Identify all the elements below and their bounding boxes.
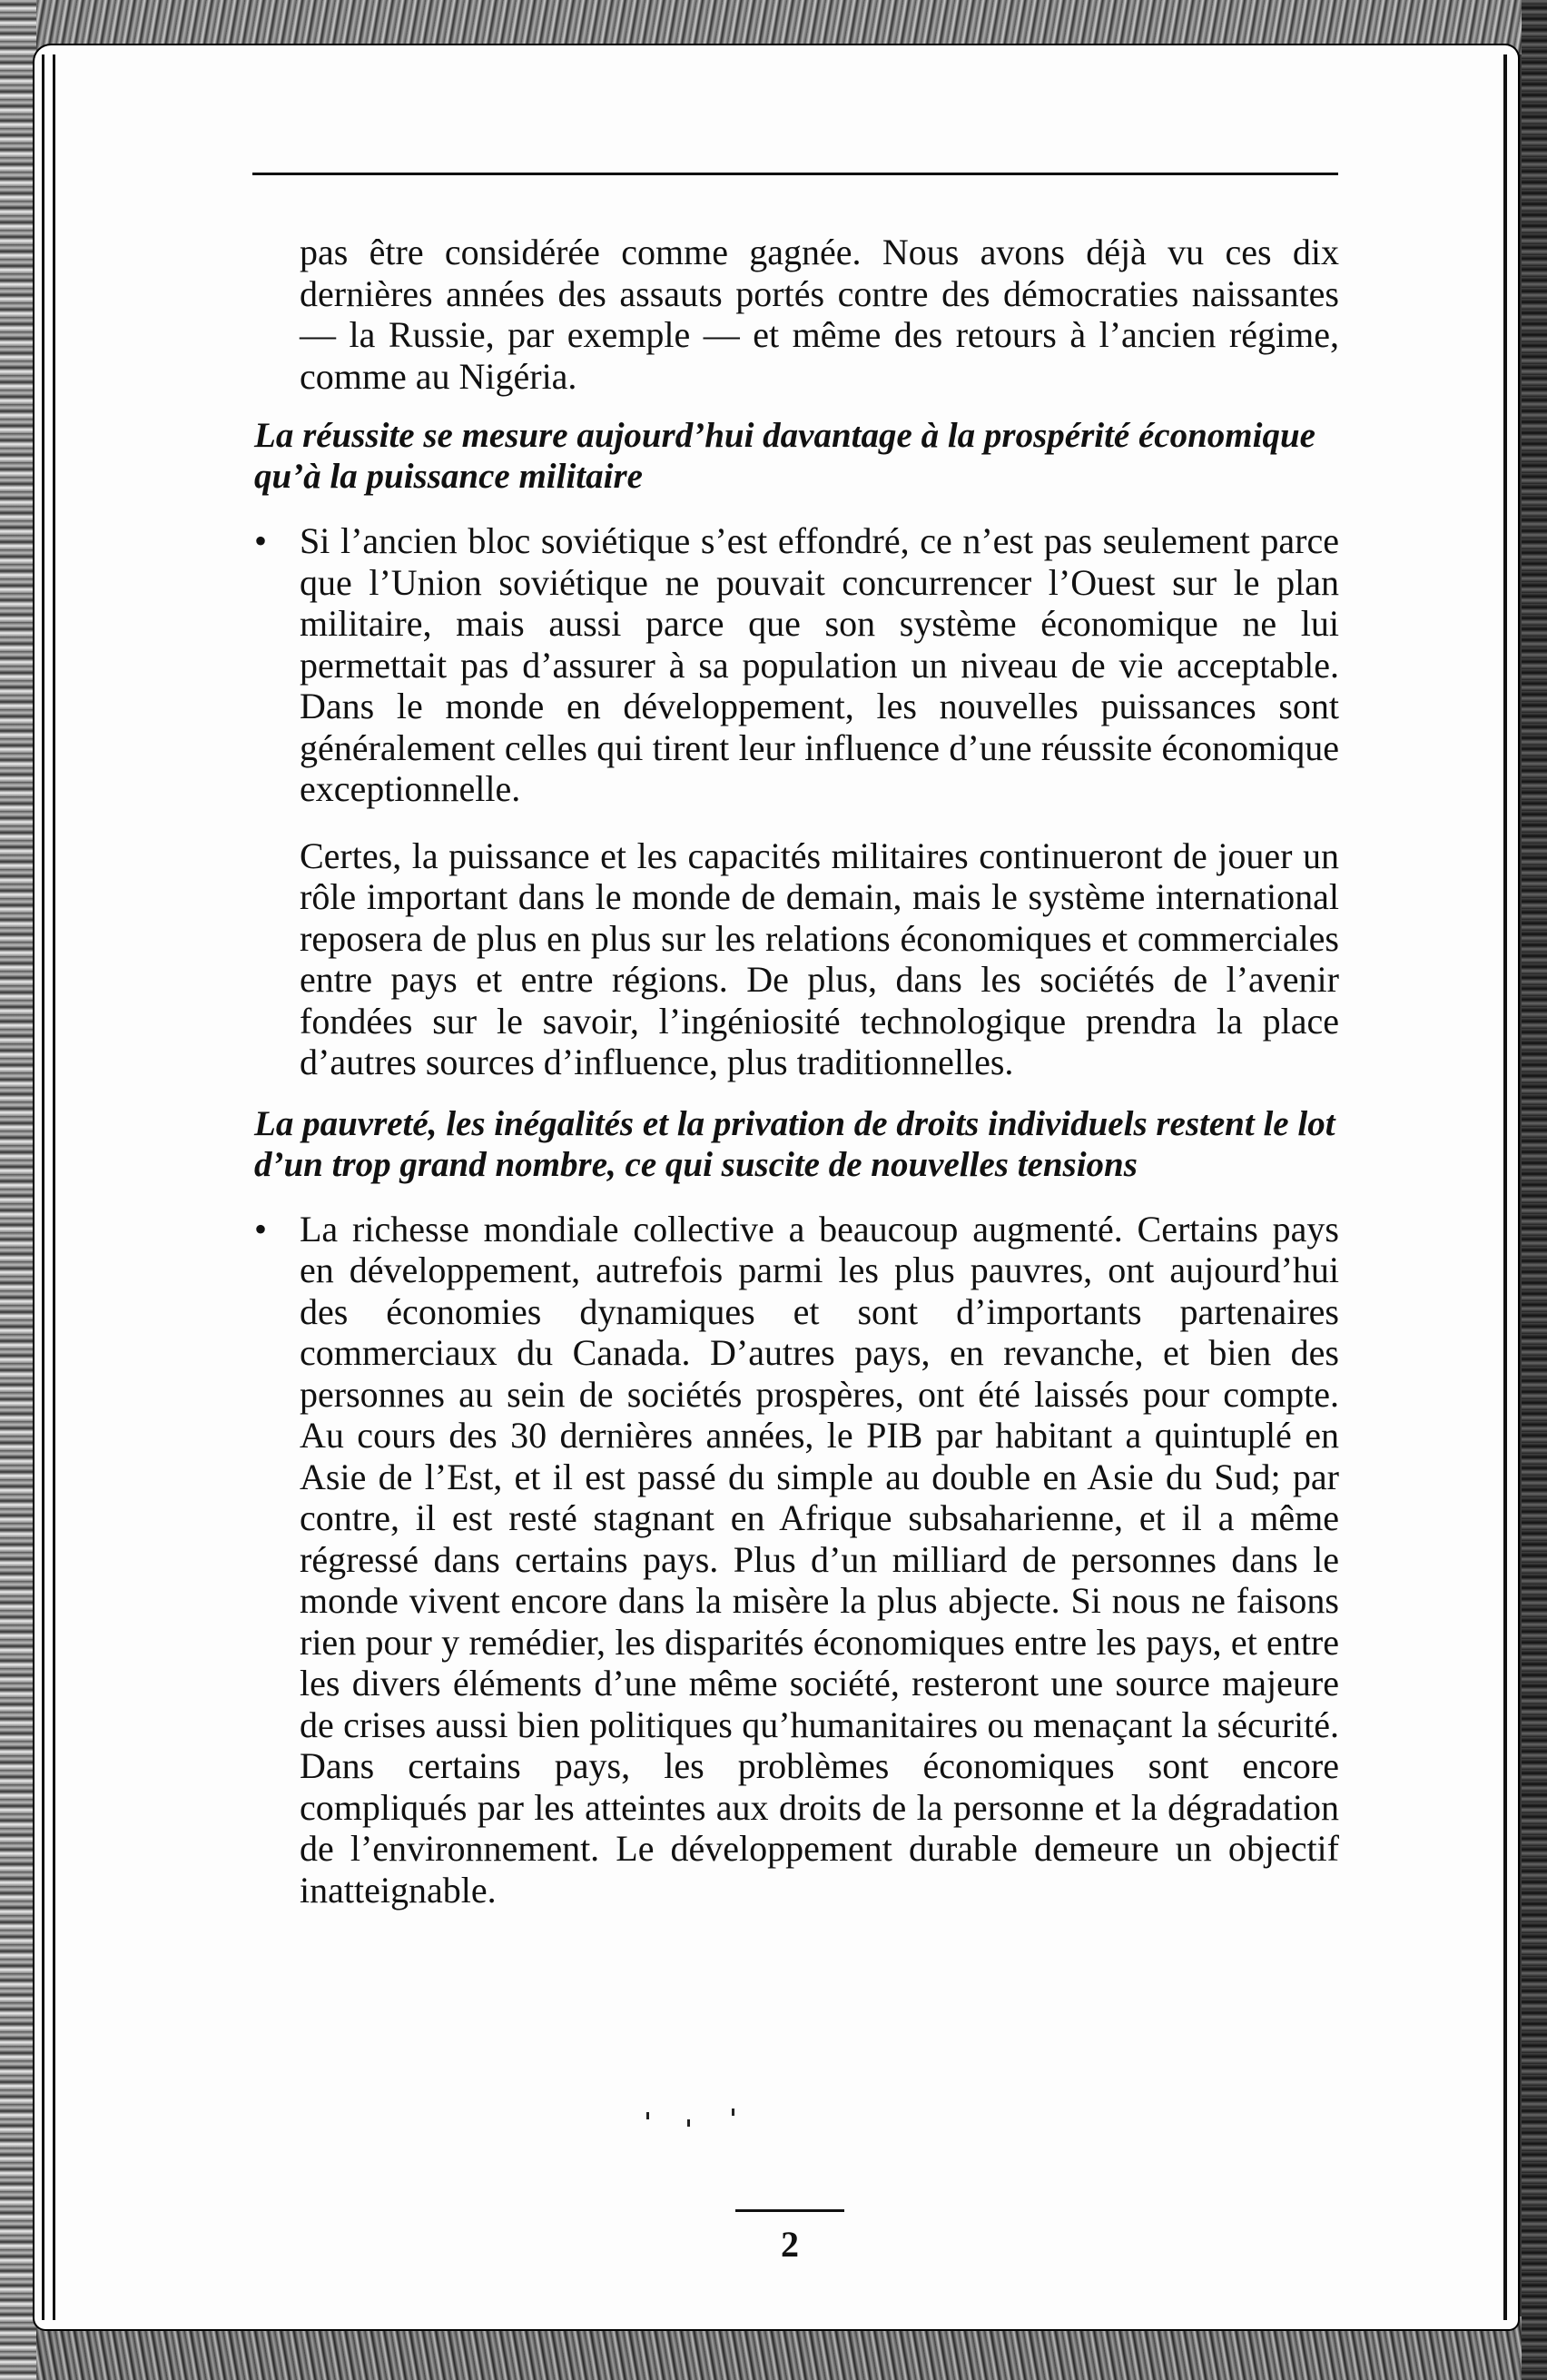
- bullet-item: [254, 1209, 1339, 1911]
- binder-margin-line: [1503, 54, 1507, 2320]
- bullet-paragraph: La richesse mondiale collective a beaucoup augmenté. Certains pays en développement, autrefois parmi les plus pauvres, ont aujourd’hui des économies dynamiques et sont d’importants partenaires commerciaux du Canada. D’autres pays, en revanche, et bien des personnes au sein de sociétés prospères, ont été laissés pour compte. Au cours des 30 dernières années, le PIB par habitant a quintuplé en Asie de l’Est, et il est passé du simple au double en Asie du Sud; par contre, il est resté stagnant en Afrique subsaharienne, et il a même régressé dans certains pays. Plus d’un milliard de personnes dans le monde vivent encore dans la misère la plus abjecte. Si nous ne faisons rien pour y remédier, les disparités économiques entre les pays, et entre les divers éléments d’une même société, resteront une source majeure de crises aussi bien politiques qu’humanitaires ou menaçant la sécurité. Dans certains pays, les problèmes économiques sont encore compliqués par les atteintes aux droits de la personne et la dégradation de l’environnement. Le développement durable demeure un objectif inatteignable.: [300, 1208, 1339, 1911]
- footer-rule: [735, 2209, 844, 2212]
- bullet-paragraph: Si l’ancien bloc soviétique s’est effondré, ce n’est pas seulement parce que l’Union soviétique ne pouvait concurrencer l’Ouest sur le plan militaire, mais aussi parce que son système économique ne lui permettait pas d’assurer à sa population un niveau de vie acceptable. Dans le monde en développement, les nouvelles puissances sont généralement celles qui tirent leur influence d’une réussite économique exceptionnelle.: [300, 520, 1339, 809]
- binder-margin-line: [42, 54, 44, 2320]
- bullet-marker: •: [254, 520, 268, 561]
- section-heading: La pauvreté, les inégalités et la privation de droits individuels restent le lot d’un trop grand nombre, ce qui suscite de nouvelles tensions: [254, 1103, 1335, 1184]
- intro-paragraph: pas être considérée comme gagnée. Nous avons déjà vu ces dix dernières années des assauts portés contre des démocraties naissantes — la Russie, par exemple — et même des retours à l’ancien régime, comme au Nigéria.: [300, 232, 1339, 397]
- body-paragraph: Certes, la puissance et les capacités militaires continueront de jouer un rôle important dans le monde de demain, mais le système international reposera de plus en plus sur les relations économiques et commerciales entre pays et entre régions. De plus, dans les sociétés de l’avenir fondées sur le savoir, l’ingéniosité technologique prendra la place d’autres sources d’influence, plus traditionnelles.: [300, 834, 1339, 1082]
- page-content: [254, 232, 1339, 1911]
- section-heading: La réussite se mesure aujourd’hui davantage à la prospérité économique qu’à la puissance militaire: [254, 416, 1315, 496]
- bullet-item: [254, 520, 1339, 810]
- bullet-marker: •: [254, 1208, 268, 1249]
- scan-speck: [646, 2112, 649, 2119]
- scan-speck: [687, 2119, 690, 2127]
- page-number: 2: [781, 2224, 799, 2265]
- binder-margin-line: [53, 54, 55, 2320]
- scan-speck: [732, 2108, 734, 2116]
- header-rule: [252, 173, 1338, 175]
- scan-edge-left: [0, 0, 36, 2380]
- scan-edge-right: [1522, 0, 1547, 2380]
